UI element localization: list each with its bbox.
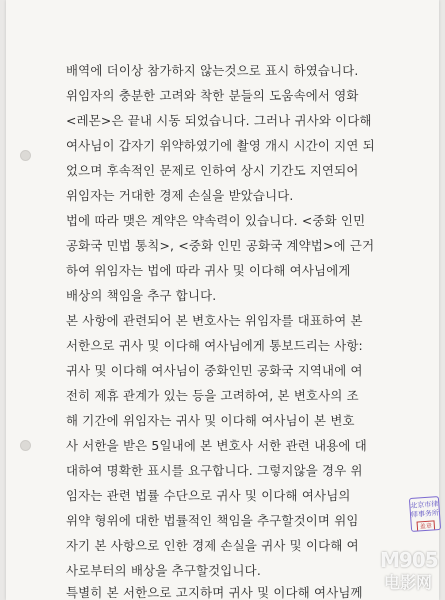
stamp-text: 北京市律师事务所 (410, 500, 440, 519)
text-line: 배역에 더이상 참가하지 않는것으로 표시 하였습니다. (66, 63, 359, 78)
text-line: 하여 위임자는 법에 따라 귀사 및 이다해 여사님에게 (66, 263, 351, 278)
text-line: 해 기간에 위임자는 귀사 및 이다해 여사님이 본 변호 (66, 413, 355, 428)
punch-hole (20, 150, 31, 161)
text-line: 배상의 책임을 추구 합니다. (66, 288, 217, 303)
text-line: 위임자의 충분한 고려와 착한 분들의 도움속에서 영화 (66, 88, 359, 103)
punch-hole (20, 440, 31, 451)
watermark-text: 电影网 (384, 573, 433, 592)
text-line: 특별히 본 서한으로 고지하며 귀사 및 이다해 여사님께 (66, 585, 363, 600)
text-line: 본 사항에 관련되어 본 변호사는 위임자를 대표하여 본 (66, 313, 363, 328)
watermark-logo: M905 (380, 548, 438, 572)
text-line: <레몬>은 끝내 시동 되었습니다. 그러나 귀사와 이다해 (66, 113, 372, 128)
law-firm-stamp (409, 496, 441, 532)
text-line: 서한으로 귀사 및 이다해 여사님에게 통보드리는 사항: (66, 338, 363, 353)
text-line: 전히 제휴 관계가 있는 등을 고려하여, 본 변호사의 조 (66, 388, 359, 403)
text-line: 위임자는 거대한 경제 손실을 받았습니다. (66, 188, 294, 203)
text-line: 사로부터의 배상을 추구할것입니다. (66, 563, 261, 578)
seal-mark: 盖章 (417, 520, 436, 532)
text-line: 자기 본 사항으로 인한 경제 손실을 귀사 및 이다해 여 (66, 538, 359, 553)
text-line: 임자는 관련 법률 수단으로 귀사 및 이다해 여사님의 (66, 488, 351, 503)
text-line: 귀사 및 이다해 여사님이 중화인민 공화국 지역내에 여 (66, 363, 363, 378)
document-page (6, 0, 439, 600)
text-line: 위약 형위에 대한 법률적인 책임을 추구할것이며 위임 (66, 513, 359, 528)
site-watermark (380, 548, 444, 592)
text-line: 사 서한을 받은 5일내에 본 변호사 서한 관련 내용에 대 (66, 438, 367, 453)
text-line: 여사님이 갑자기 위약하였기에 촬영 개시 시간이 지연 되 (66, 138, 375, 153)
text-line: 공화국 민법 통칙>, <중화 인민 공화국 계약법>에 근거 (66, 238, 375, 253)
text-line: 법에 따라 맺은 계약은 약속력이 있습니다. <중화 인민 (66, 213, 366, 228)
text-line: 대하여 명확한 표시를 요구합니다. 그렇지않을 경우 위 (66, 463, 363, 478)
text-line: 었으며 후속적인 문제로 인하여 상시 기간도 지연되어 (66, 163, 359, 178)
